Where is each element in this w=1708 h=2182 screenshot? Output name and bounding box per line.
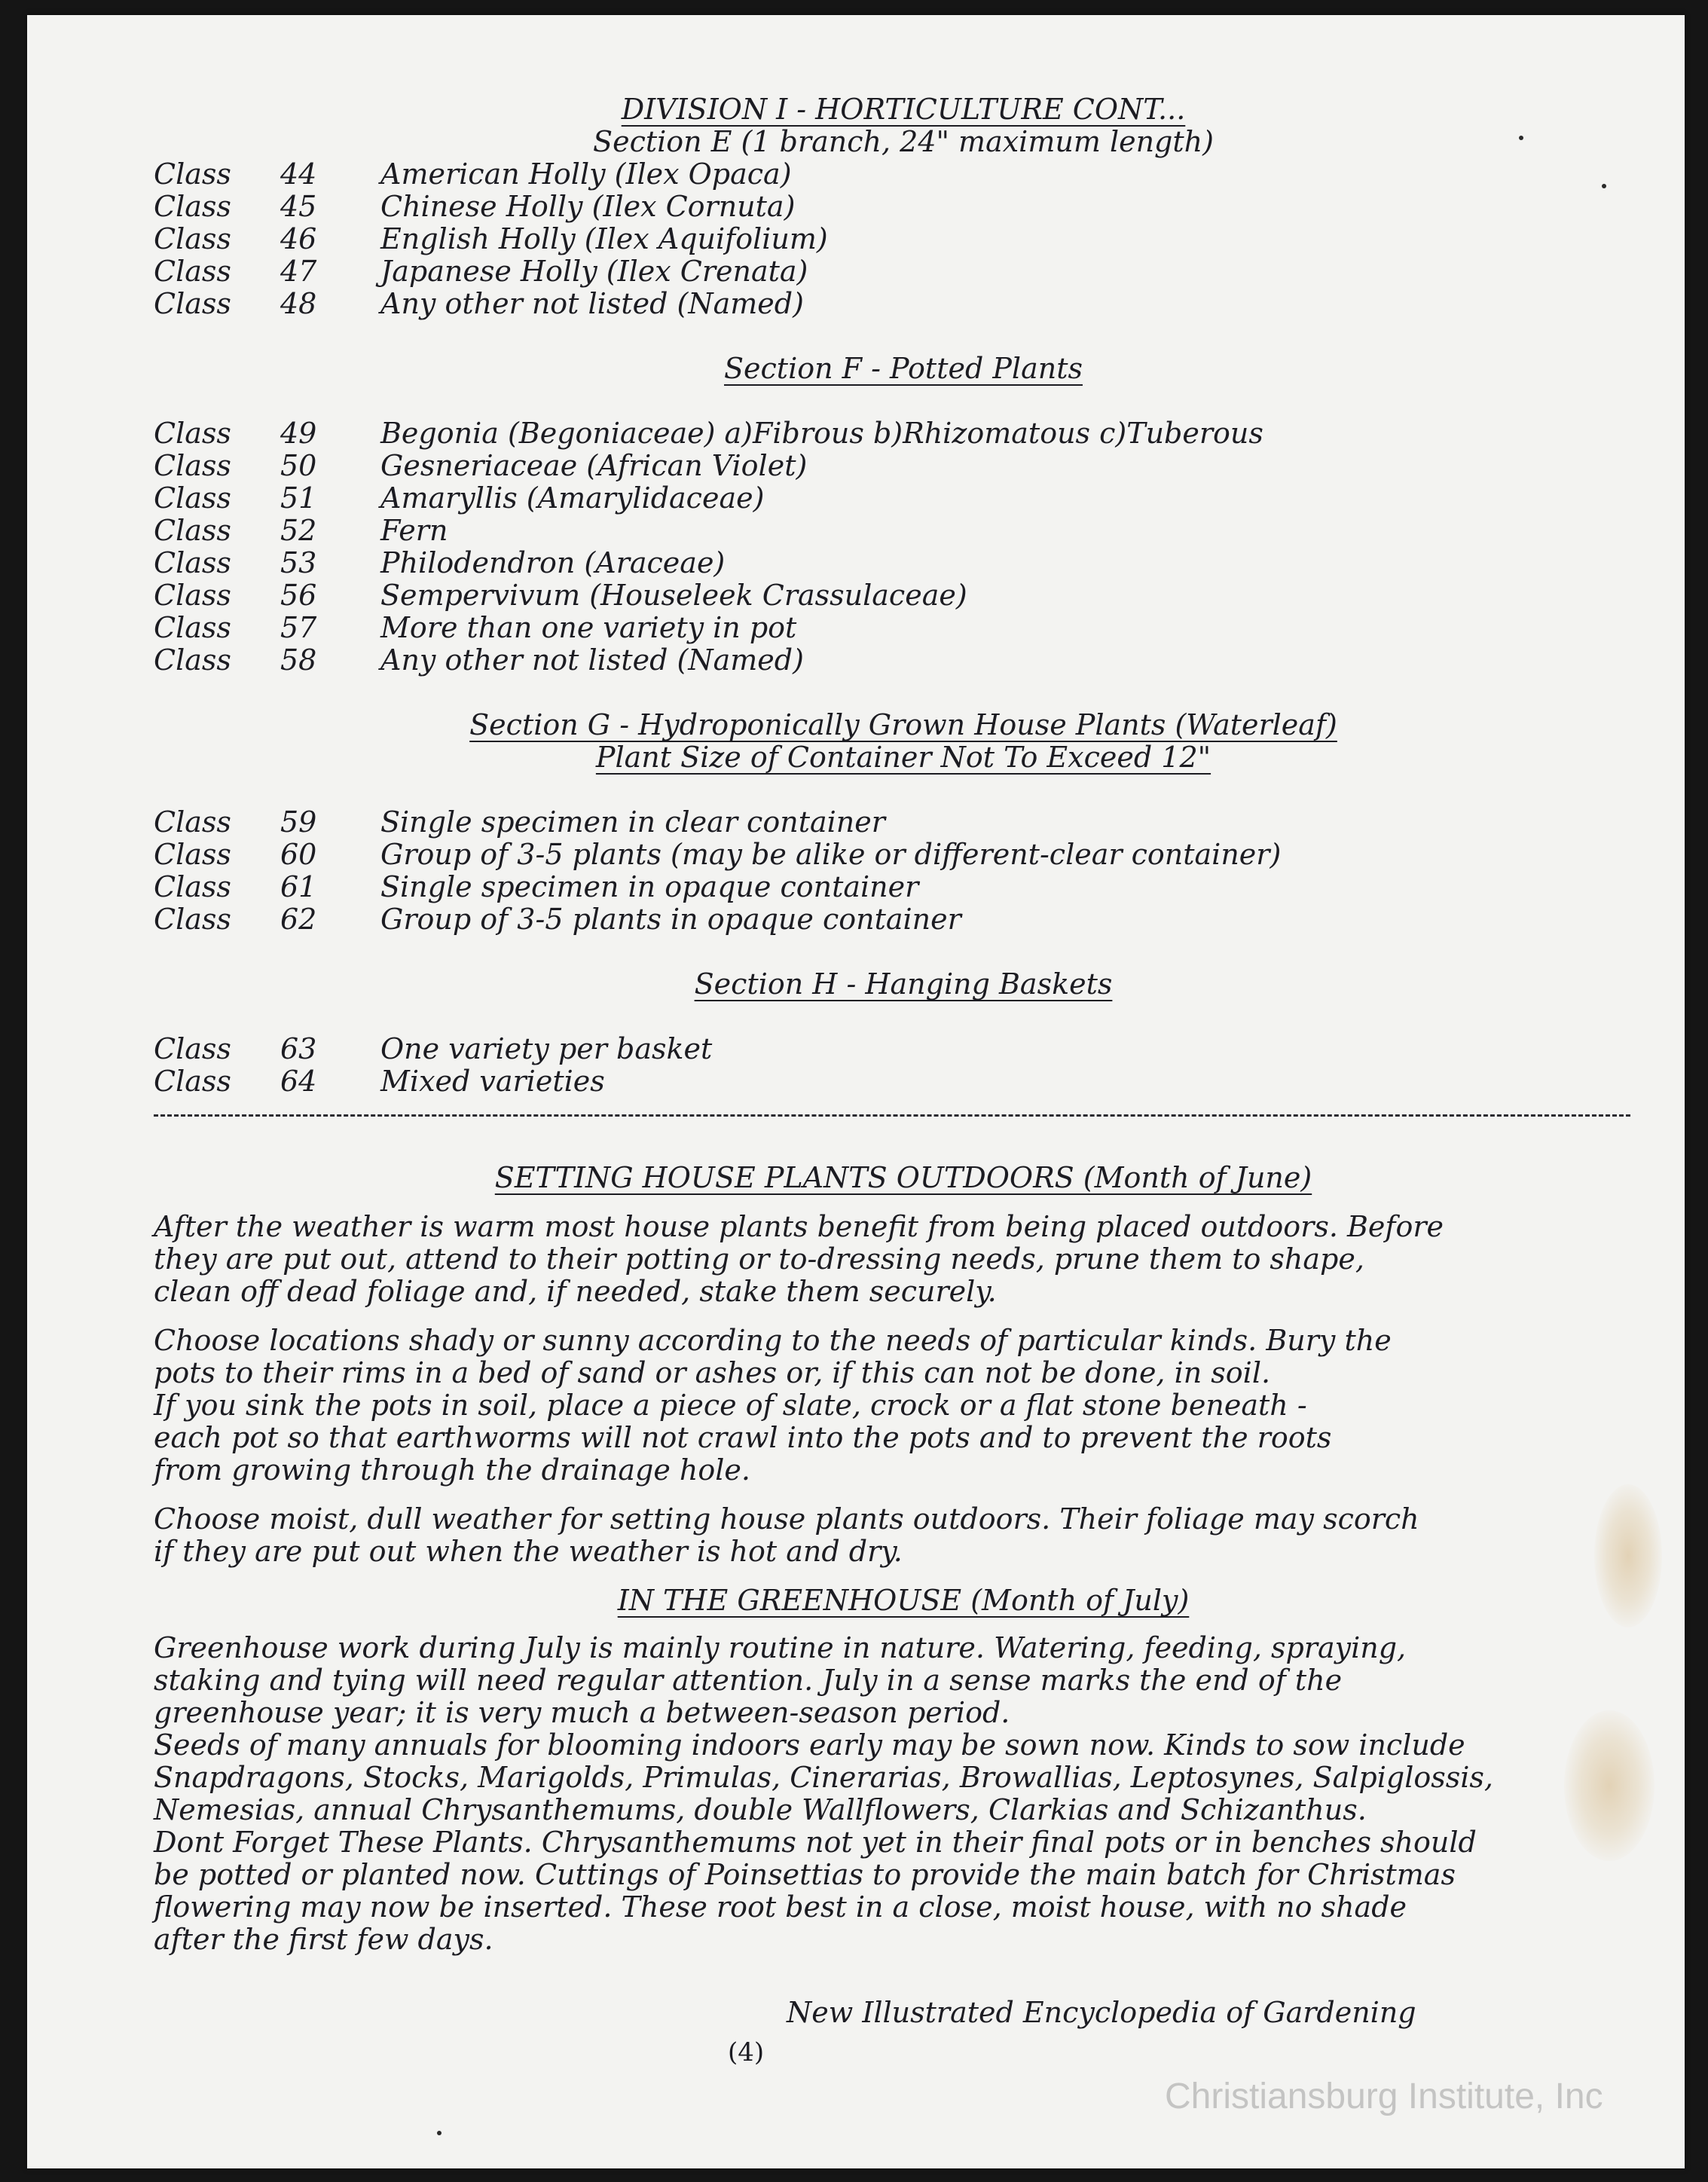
class-label: Class — [154, 1065, 231, 1098]
text-line: Dont Forget These Plants. Chrysanthemums not yet in their final pots or in benches should — [154, 1826, 1477, 1859]
class-number: 61 — [280, 870, 317, 903]
class-label: Class — [154, 643, 231, 677]
class-label: Class — [154, 481, 231, 515]
text-line: after the first few days. — [154, 1923, 493, 1956]
text-line: be potted or planted now. Cuttings of Poinsettias to provide the main batch for Christmas — [154, 1858, 1456, 1891]
class-description: Single specimen in clear container — [380, 805, 885, 839]
class-row — [154, 547, 1653, 579]
class-label: Class — [154, 514, 231, 547]
class-number: 60 — [280, 838, 317, 871]
class-number: 57 — [280, 611, 317, 644]
page-number: (4) — [728, 2037, 765, 2067]
class-row — [154, 417, 1653, 450]
class-label: Class — [154, 805, 231, 839]
class-label: Class — [154, 157, 231, 191]
outdoors-paragraph — [154, 1211, 1653, 1308]
class-number: 53 — [280, 546, 317, 579]
spacer — [154, 385, 1653, 417]
class-row — [154, 903, 1653, 936]
class-description: More than one variety in pot — [380, 611, 797, 644]
outdoors-paragraph — [154, 1503, 1653, 1568]
dashed-divider — [154, 1114, 1630, 1117]
class-label: Class — [154, 255, 231, 288]
class-label: Class — [154, 1032, 231, 1065]
text-line: Seeds of many annuals for blooming indoors early may be sown now. Kinds to sow include — [154, 1728, 1465, 1762]
spacer — [154, 320, 1653, 353]
class-row — [154, 191, 1653, 223]
section-e-title: Section E (1 branch, 24" maximum length) — [593, 125, 1214, 158]
outdoors-text — [154, 1211, 1653, 1568]
class-description: Begonia (Begoniaceae) a)Fibrous b)Rhizomatous c)Tuberous — [380, 417, 1263, 450]
class-number: 59 — [280, 805, 317, 839]
watermark-logo-text: Christiansburg Institute, Inc — [1165, 2077, 1603, 2116]
class-description: Sempervivum (Houseleek Crassulaceae) — [380, 579, 967, 612]
class-row — [154, 255, 1653, 288]
text-line: from growing through the drainage hole. — [154, 1453, 750, 1487]
class-description: Any other not listed (Named) — [380, 287, 804, 320]
class-description: Group of 3-5 plants (may be alike or different-clear container) — [380, 838, 1282, 871]
class-label: Class — [154, 287, 231, 320]
class-description: Mixed varieties — [380, 1065, 605, 1098]
outdoors-paragraph — [154, 1325, 1653, 1487]
document-body — [154, 93, 1653, 2143]
text-line: Nemesias, annual Chrysanthemums, double Wallflowers, Clarkias and Schizanthus. — [154, 1793, 1367, 1826]
class-description: Philodendron (Araceae) — [380, 546, 726, 579]
class-number: 51 — [280, 481, 317, 515]
class-label: Class — [154, 903, 231, 936]
class-description: Fern — [380, 514, 448, 547]
document-page — [27, 15, 1685, 2168]
section-h-title: Section H - Hanging Baskets — [694, 967, 1113, 1001]
section-g-subtitle: Plant Size of Container Not To Exceed 12" — [595, 741, 1211, 774]
class-row — [154, 871, 1653, 903]
class-number: 46 — [280, 222, 317, 255]
class-row — [154, 839, 1653, 871]
greenhouse-title: IN THE GREENHOUSE (Month of July) — [617, 1584, 1190, 1617]
class-number: 47 — [280, 255, 317, 288]
class-number: 64 — [280, 1065, 317, 1098]
class-number: 62 — [280, 903, 317, 936]
class-number: 56 — [280, 579, 317, 612]
class-description: Any other not listed (Named) — [380, 643, 804, 677]
text-line: they are put out, attend to their potting or to-dressing needs, prune them to shape, — [154, 1242, 1364, 1276]
section-f-list — [154, 417, 1653, 677]
class-row — [154, 579, 1653, 612]
class-row — [154, 644, 1653, 677]
class-row — [154, 1065, 1653, 1098]
text-line: flowering may now be inserted. These root best in a close, moist house, with no shade — [154, 1890, 1407, 1924]
class-row — [154, 223, 1653, 255]
class-description: Japanese Holly (Ilex Crenata) — [380, 255, 808, 288]
class-number: 44 — [280, 157, 317, 191]
class-row — [154, 158, 1653, 191]
class-label: Class — [154, 838, 231, 871]
class-description: Amaryllis (Amarylidaceae) — [380, 481, 765, 515]
section-f-title: Section F - Potted Plants — [724, 352, 1083, 385]
class-label: Class — [154, 190, 231, 223]
class-label: Class — [154, 417, 231, 450]
class-label: Class — [154, 611, 231, 644]
class-label: Class — [154, 222, 231, 255]
class-row — [154, 450, 1653, 482]
class-description: Single specimen in opaque container — [380, 870, 919, 903]
class-number: 50 — [280, 449, 317, 482]
class-description: American Holly (Ilex Opaca) — [380, 157, 792, 191]
class-label: Class — [154, 579, 231, 612]
class-description: Chinese Holly (Ilex Cornuta) — [380, 190, 796, 223]
class-label: Class — [154, 546, 231, 579]
text-line: Choose locations shady or sunny according to the needs of particular kinds. Bury the — [154, 1324, 1392, 1357]
class-row — [154, 288, 1653, 320]
greenhouse-text — [154, 1632, 1653, 1956]
class-number: 63 — [280, 1032, 317, 1065]
text-line: Greenhouse work during July is mainly routine in nature. Watering, feeding, spraying, — [154, 1631, 1407, 1664]
class-number: 58 — [280, 643, 317, 677]
outdoors-title: SETTING HOUSE PLANTS OUTDOORS (Month of June) — [494, 1161, 1312, 1194]
text-line: staking and tying will need regular attention. July in a sense marks the end of the — [154, 1664, 1343, 1697]
text-line: greenhouse year; it is very much a between-season period. — [154, 1696, 1010, 1729]
text-line: pots to their rims in a bed of sand or ashes or, if this can not be done, in soil. — [154, 1356, 1271, 1389]
division-title: DIVISION I - HORTICULTURE CONT... — [621, 93, 1186, 126]
section-g-title: Section G - Hydroponically Grown House Plants (Waterleaf) — [469, 708, 1337, 741]
text-line: If you sink the pots in soil, place a piece of slate, crock or a flat stone beneath - — [154, 1389, 1307, 1422]
text-line: if they are put out when the weather is hot and dry. — [154, 1535, 903, 1568]
class-number: 48 — [280, 287, 317, 320]
class-description: Gesneriaceae (African Violet) — [380, 449, 808, 482]
class-row — [154, 1033, 1653, 1065]
class-row — [154, 482, 1653, 515]
class-description: English Holly (Ilex Aquifolium) — [380, 222, 828, 255]
spacer — [154, 1001, 1653, 1033]
section-g-list — [154, 806, 1653, 936]
class-row — [154, 515, 1653, 547]
section-e-list — [154, 158, 1653, 320]
text-line: After the weather is warm most house plants benefit from being placed outdoors. Before — [154, 1210, 1444, 1243]
text-line: Choose moist, dull weather for setting house plants outdoors. Their foliage may scorch — [154, 1502, 1419, 1536]
text-line: each pot so that earthworms will not crawl into the pots and to prevent the roots — [154, 1421, 1332, 1454]
text-line: Snapdragons, Stocks, Marigolds, Primulas, Cinerarias, Browallias, Leptosynes, Salpiglossis, — [154, 1761, 1493, 1794]
class-label: Class — [154, 870, 231, 903]
class-row — [154, 806, 1653, 839]
text-line: clean off dead foliage and, if needed, stake them securely. — [154, 1275, 997, 1308]
class-row — [154, 612, 1653, 644]
class-label: Class — [154, 449, 231, 482]
class-number: 45 — [280, 190, 317, 223]
class-number: 49 — [280, 417, 317, 450]
class-number: 52 — [280, 514, 317, 547]
spacer — [154, 774, 1653, 806]
class-description: Group of 3-5 plants in opaque container — [380, 903, 961, 936]
section-h-list — [154, 1033, 1653, 1098]
source-citation: New Illustrated Encyclopedia of Gardening — [787, 1996, 1416, 2029]
class-description: One variety per basket — [380, 1032, 713, 1065]
